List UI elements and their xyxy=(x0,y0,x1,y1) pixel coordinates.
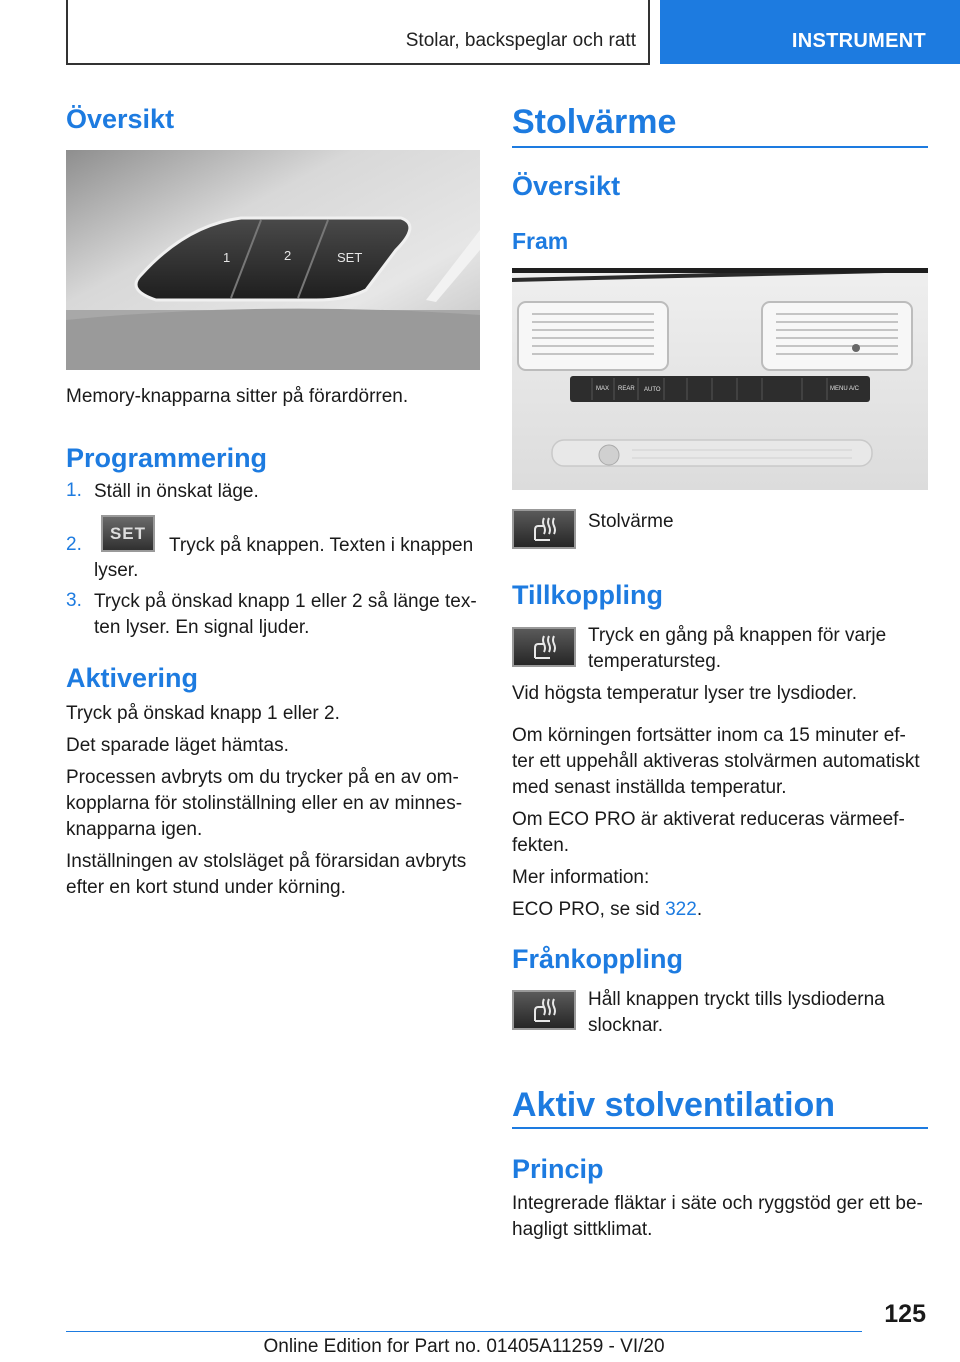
panel-label-auto: AUTO xyxy=(644,387,661,393)
footer-rule xyxy=(66,1331,862,1332)
ventilation-rule xyxy=(512,1127,928,1129)
switch-on-icon-text-line2: temperatursteg. xyxy=(588,651,722,672)
step-1-text: Ställ in önskat läge. xyxy=(94,481,259,502)
header-bottom-border xyxy=(66,63,650,65)
seat-heating-icon-switch-on xyxy=(512,627,576,667)
seat-heating-icon-caption: Stolvärme xyxy=(588,511,674,532)
activation-p3-line3: knapparna igen. xyxy=(66,819,203,840)
memory-button-1: 1 xyxy=(223,250,231,265)
programming-heading: Programmering xyxy=(66,443,268,473)
switch-off-icon-text-line2: slocknar. xyxy=(588,1015,663,1036)
principle-heading: Princip xyxy=(512,1154,604,1184)
activation-p3-line1: Processen avbryts om du trycker på en av om‐ xyxy=(66,767,459,788)
chapter-title: Stolar, backspeglar och ratt xyxy=(405,30,636,51)
switch-on-p2-line3: med senast inställda temperatur. xyxy=(512,777,787,798)
memory-caption: Memory-knapparna sitter på förardörren. xyxy=(66,386,409,407)
overview-heading-left: Översikt xyxy=(66,104,175,134)
page-number: 125 xyxy=(884,1300,926,1328)
switch-on-icon-text-line1: Tryck en gång på knappen för varje xyxy=(588,625,887,646)
active-seat-ventilation-title: Aktiv stolventilation xyxy=(512,1086,836,1124)
header-left-border xyxy=(66,0,68,64)
activation-p1: Tryck på önskad knapp 1 eller 2. xyxy=(66,703,340,724)
memory-buttons-photo xyxy=(66,150,480,370)
activation-p4-line1: Inställningen av stolsläget på förarsidan avbryts xyxy=(66,851,467,872)
eco-pro-suffix: . xyxy=(696,899,703,920)
set-button-icon: SET xyxy=(101,515,155,552)
switch-on-p4: Mer information: xyxy=(512,867,650,888)
step-2-text-line1: Tryck på knappen. Texten i knappen xyxy=(169,535,474,556)
memory-button-2: 2 xyxy=(284,248,292,263)
switch-off-icon-text-line1: Håll knappen tryckt tills lysdioderna xyxy=(588,989,885,1010)
seat-heating-rule xyxy=(512,146,928,148)
step-2-text-line2: lyser. xyxy=(94,560,139,581)
step-3-text-line2: ten lyser. En signal ljuder. xyxy=(94,617,310,638)
memory-button-set: SET xyxy=(337,250,363,265)
seat-heating-title: Stolvärme xyxy=(512,103,677,141)
eco-pro-prefix: ECO PRO, se sid xyxy=(512,899,666,920)
switch-on-p2-line1: Om körningen fortsätter inom ca 15 minuter ef‐ xyxy=(512,725,906,746)
principle-line1: Integrerade fläktar i säte och ryggstöd ger ett be‐ xyxy=(512,1193,923,1214)
step-3-text-line1: Tryck på önskad knapp 1 eller 2 så länge tex‐ xyxy=(94,591,477,612)
step-1-number: 1. xyxy=(66,480,82,501)
principle-line2: hagligt sittklimat. xyxy=(512,1219,653,1240)
seat-heating-icon xyxy=(512,509,576,549)
switch-on-heading: Tillkoppling xyxy=(512,580,663,610)
activation-heading: Aktivering xyxy=(66,663,199,693)
step-3-number: 3. xyxy=(66,590,82,611)
activation-p2: Det sparade läget hämtas. xyxy=(66,735,289,756)
switch-on-p3-line2: fekten. xyxy=(512,835,570,856)
switch-off-heading: Frånkoppling xyxy=(512,944,683,974)
climate-panel-photo xyxy=(512,268,928,490)
section-tab-label: INSTRUMENT xyxy=(791,30,926,52)
seat-heating-icon-switch-off xyxy=(512,990,576,1030)
header-right-border xyxy=(648,0,650,64)
section-tab[interactable] xyxy=(660,0,960,64)
panel-label-max: MAX xyxy=(596,386,610,392)
switch-on-p1: Vid högsta temperatur lyser tre lysdioder. xyxy=(512,683,857,704)
activation-p3-line2: kopplarna för stolinställning eller en av minnes‐ xyxy=(66,793,463,814)
page-link-322[interactable]: 322 xyxy=(665,899,697,920)
step-2-number: 2. xyxy=(66,534,82,555)
edition-footer: Online Edition for Part no. 01405A11259 - VI/20 xyxy=(263,1336,665,1357)
overview-heading-right: Översikt xyxy=(512,171,621,201)
switch-on-p2-line2: ter ett uppehåll aktiveras stolvärmen automatiskt xyxy=(512,751,920,772)
switch-on-p3-line1: Om ECO PRO är aktiverat reduceras värmeef‐ xyxy=(512,809,905,830)
eco-pro-reference xyxy=(512,896,702,923)
activation-p4-line2: efter en kort stund under körning. xyxy=(66,877,346,898)
front-heading: Fram xyxy=(512,228,569,254)
panel-label-menu: MENU A/C xyxy=(830,386,860,392)
panel-label-rear: REAR xyxy=(618,386,635,392)
